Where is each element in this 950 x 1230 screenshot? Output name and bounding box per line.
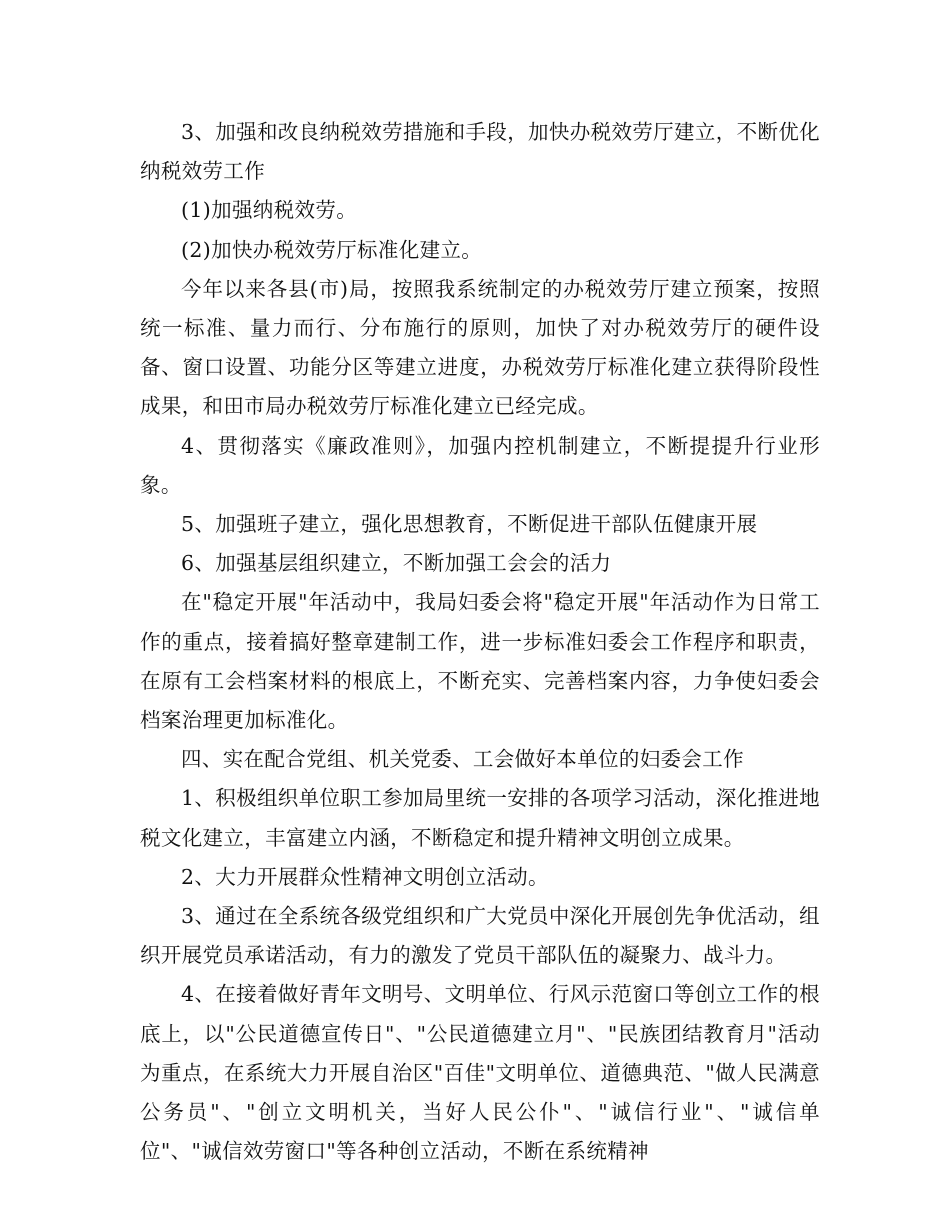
paragraph-grassroots: 6、加强基层组织建立，不断加强工会会的活力 <box>181 551 612 576</box>
paragraph-item-2: (2)加快办税效劳厅标准化建立。 <box>181 237 483 262</box>
paragraph-progress: 今年以来各县(市)局，按照我系统制定的办税效劳厅建立预案，按照统一标准、量力而行、分布施行的原则，加快了对办税效劳厅的硬件设备、窗口设置、功能分区等建立进度，办税效劳厅标准化建立获得阶段性成果，和田市局办税效劳厅标准化建立已经完成。 <box>140 276 820 419</box>
paragraph-service-measures: 3、加强和改良纳税效劳措施和手段，加快办税效劳厅建立，不断优化纳税效劳工作 <box>140 120 820 184</box>
paragraph-study-activities: 1、积极组织单位职工参加局里统一安排的各项学习活动，深化推进地税文化建立，丰富建立内涵，不断稳定和提升精神文明创立成果。 <box>140 786 820 850</box>
paragraph-party-activities: 3、通过在全系统各级党组织和广大党员中深化开展创先争优活动，组织开展党员承诺活动，有力的激发了党员干部队伍的凝聚力、战斗力。 <box>140 904 820 968</box>
document-body <box>140 113 820 1171</box>
paragraph-item-1: (1)加强纳税效劳。 <box>181 198 358 223</box>
paragraph-integrity: 4、贯彻落实《廉政准则》，加强内控机制建立，不断提提升行业形象。 <box>140 433 820 497</box>
section-heading-four: 四、实在配合党组、机关党委、工会做好本单位的妇委会工作 <box>181 747 744 772</box>
paragraph-womens-committee: 在"稳定开展"年活动中，我局妇委会将"稳定开展"年活动作为日常工作的重点，接着搞好整章建制工作，进一步标准妇委会工作程序和职责，在原有工会档案材料的根底上，不断充实、完善档案内容，力争使妇委会档案治理更加标准化。 <box>140 590 820 733</box>
paragraph-civilization: 2、大力开展群众性精神文明创立活动。 <box>181 864 549 889</box>
paragraph-team-building: 5、加强班子建立，强化思想教育，不断促进干部队伍健康开展 <box>181 512 758 537</box>
paragraph-creation-activities: 4、在接着做好青年文明号、文明单位、行风示范窗口等创立工作的根底上，以"公民道德宣传日"、"公民道德建立月"、"民族团结教育月"活动为重点，在系统大力开展自治区"百佳"文明单位、道德典范、"做人民满意公务员"、"创立文明机关，当好人民公仆"、"诚信行业"、"诚信单位"、"诚信效劳窗口"等各种创立活动，不断在系统精神 <box>140 982 820 1164</box>
